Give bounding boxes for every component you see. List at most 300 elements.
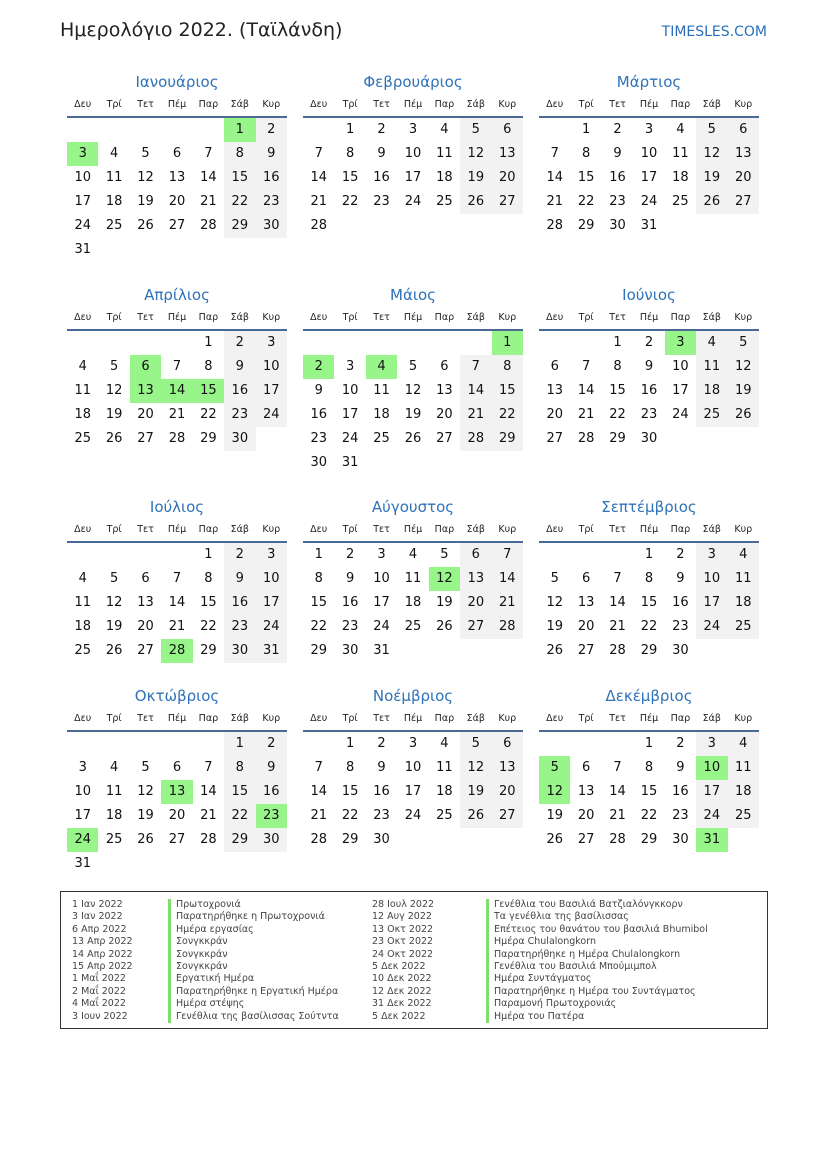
day-cell: 24 — [341, 431, 359, 446]
day-cell: 2 — [377, 736, 386, 751]
day-cell: 20 — [137, 407, 154, 422]
legend-name: Ημέρα του Πατέρα — [486, 1011, 708, 1023]
weekday-label: Δευ — [74, 524, 92, 535]
day-cell: 16 — [373, 784, 390, 799]
weekday-header — [539, 519, 759, 543]
weekday-label: Πέμ — [403, 713, 423, 724]
day-cell: 25 — [105, 832, 123, 847]
weekday-label: Κυρ — [734, 99, 753, 110]
weekday-label: Τρί — [342, 312, 358, 323]
day-cell: 13 — [492, 142, 523, 166]
legend-date: 5 Δεκ 2022 — [372, 1010, 426, 1022]
empty-cell — [303, 118, 334, 142]
empty-cell — [193, 732, 224, 756]
day-cell: 29 — [640, 643, 658, 658]
empty-cell — [98, 732, 129, 756]
day-cell: 24 — [373, 619, 390, 634]
day-cell: 18 — [404, 595, 422, 610]
day-cell: 16 — [672, 784, 689, 799]
day-grid — [539, 732, 759, 852]
empty-cell — [366, 331, 397, 355]
legend-date: 5 Δεκ 2022 — [372, 960, 426, 972]
weekday-label: Σάβ — [230, 524, 249, 535]
legend-name: Επέτειος του θανάτου του βασιλιά Bhumibol — [486, 924, 708, 936]
legend-date: 13 Απρ 2022 — [72, 936, 133, 948]
weekday-label: Σάβ — [230, 713, 249, 724]
day-cell: 17 — [640, 170, 658, 185]
empty-cell — [161, 732, 192, 756]
legend-date: 4 Μαΐ 2022 — [72, 998, 126, 1010]
holiday-day: 13 — [130, 379, 161, 403]
holiday-day: 23 — [256, 804, 287, 828]
empty-cell — [98, 118, 129, 142]
empty-cell — [570, 543, 601, 567]
day-cell: 28 — [546, 218, 563, 233]
month-6 — [539, 283, 759, 451]
holiday-day: 10 — [696, 756, 727, 780]
day-cell: 7 — [172, 359, 182, 374]
weekday-header — [539, 94, 759, 118]
day-cell: 9 — [644, 359, 654, 374]
empty-cell — [539, 331, 570, 355]
empty-cell — [334, 331, 365, 355]
day-cell: 9 — [676, 760, 685, 775]
day-grid — [67, 543, 287, 663]
legend-names — [168, 899, 339, 1023]
day-cell: 16 — [224, 379, 255, 403]
legend-date: 23 Οκτ 2022 — [372, 936, 434, 948]
day-cell: 23 — [373, 194, 390, 209]
weekday-label: Παρ — [434, 713, 455, 724]
month-name: Ιανουάριος — [135, 73, 219, 91]
day-cell: 13 — [728, 142, 759, 166]
day-cell: 30 — [373, 832, 390, 847]
day-cell: 20 — [546, 407, 563, 422]
day-cell: 11 — [728, 567, 759, 591]
legend-name: Παρατηρήθηκε η Εργατική Ημέρα — [168, 986, 339, 998]
day-cell: 20 — [460, 591, 491, 615]
day-cell: 11 — [105, 170, 123, 185]
day-cell: 7 — [460, 355, 491, 379]
empty-cell — [460, 331, 491, 355]
day-cell: 29 — [200, 643, 217, 658]
day-cell: 23 — [672, 808, 689, 823]
day-cell: 12 — [404, 383, 422, 398]
day-cell: 12 — [460, 756, 491, 780]
day-cell: 16 — [256, 166, 287, 190]
day-cell: 8 — [613, 359, 622, 374]
legend-date: 3 Ιουν 2022 — [72, 1010, 128, 1022]
day-cell: 20 — [137, 619, 154, 634]
empty-cell — [98, 331, 129, 355]
day-cell: 25 — [696, 403, 727, 427]
day-cell: 7 — [314, 760, 323, 775]
month-name: Απρίλιος — [144, 286, 210, 304]
day-cell: 5 — [696, 118, 727, 142]
day-cell: 17 — [256, 591, 287, 615]
day-cell: 24 — [404, 808, 422, 823]
day-cell: 21 — [168, 407, 186, 422]
day-cell: 4 — [728, 543, 759, 567]
day-cell: 14 — [609, 595, 626, 610]
day-cell: 23 — [224, 615, 255, 639]
day-cell: 25 — [105, 218, 123, 233]
empty-cell — [303, 732, 334, 756]
day-grid — [539, 543, 759, 663]
weekday-label: Πέμ — [403, 312, 423, 323]
day-cell: 12 — [105, 383, 123, 398]
day-cell: 6 — [492, 118, 523, 142]
day-cell: 18 — [105, 808, 123, 823]
day-cell: 25 — [404, 619, 422, 634]
day-grid — [539, 331, 759, 451]
weekday-label: Πέμ — [167, 99, 187, 110]
holiday-day: 5 — [539, 756, 570, 780]
weekday-label: Τετ — [609, 524, 626, 535]
day-cell: 16 — [310, 407, 327, 422]
month-name: Δεκέμβριος — [605, 687, 693, 705]
legend-date: 1 Μαΐ 2022 — [72, 973, 126, 985]
weekday-label: Πέμ — [639, 524, 659, 535]
day-cell: 19 — [105, 407, 123, 422]
weekday-label: Τρί — [578, 99, 594, 110]
day-cell: 11 — [74, 595, 91, 610]
day-cell: 4 — [728, 732, 759, 756]
day-cell: 12 — [460, 142, 491, 166]
weekday-label: Σάβ — [702, 524, 721, 535]
day-cell: 16 — [256, 780, 287, 804]
day-cell: 16 — [373, 170, 390, 185]
day-cell: 24 — [696, 615, 727, 639]
weekday-label: Δευ — [74, 99, 92, 110]
day-cell: 27 — [492, 190, 523, 214]
weekday-label: Κυρ — [734, 713, 753, 724]
day-cell: 1 — [224, 732, 255, 756]
day-cell: 14 — [200, 170, 217, 185]
day-cell: 2 — [256, 118, 287, 142]
legend-name: Ημέρα εργασίας — [168, 924, 339, 936]
day-cell: 11 — [672, 146, 689, 161]
day-cell: 6 — [492, 732, 523, 756]
day-cell: 30 — [256, 828, 287, 852]
day-cell: 4 — [109, 146, 119, 161]
day-cell: 18 — [672, 170, 689, 185]
month-name: Μάρτιος — [616, 73, 682, 91]
day-cell: 12 — [696, 142, 727, 166]
legend-name: Ημέρα Chulalongkorn — [486, 936, 708, 948]
day-cell: 1 — [345, 736, 355, 751]
weekday-label: Τετ — [609, 713, 626, 724]
legend-date: 10 Δεκ 2022 — [372, 973, 432, 985]
day-cell: 14 — [609, 784, 626, 799]
day-cell: 5 — [728, 331, 759, 355]
day-cell: 12 — [105, 595, 123, 610]
day-cell: 29 — [224, 828, 255, 852]
weekday-label: Κυρ — [262, 713, 281, 724]
day-cell: 19 — [404, 407, 422, 422]
day-cell: 3 — [256, 543, 287, 567]
weekday-label: Τρί — [106, 99, 122, 110]
holiday-day: 28 — [161, 639, 192, 663]
day-cell: 31 — [640, 218, 658, 233]
day-cell: 23 — [373, 808, 390, 823]
month-name: Οκτώβριος — [134, 687, 220, 705]
day-cell: 22 — [341, 808, 359, 823]
day-cell: 4 — [440, 736, 449, 751]
day-cell: 25 — [74, 643, 91, 658]
weekday-label: Παρ — [198, 312, 219, 323]
day-cell: 29 — [609, 431, 626, 446]
day-cell: 30 — [256, 214, 287, 238]
day-grid — [67, 331, 287, 451]
day-cell: 5 — [550, 571, 559, 586]
day-cell: 5 — [109, 571, 119, 586]
weekday-label: Δευ — [74, 713, 92, 724]
day-cell: 28 — [609, 643, 626, 658]
holiday-day: 12 — [539, 780, 570, 804]
weekday-label: Δευ — [310, 713, 328, 724]
day-cell: 10 — [404, 146, 422, 161]
day-cell: 6 — [581, 571, 591, 586]
day-cell: 25 — [436, 194, 453, 209]
weekday-label: Σάβ — [230, 312, 249, 323]
weekday-label: Παρ — [670, 312, 691, 323]
day-cell: 15 — [577, 170, 595, 185]
day-cell: 29 — [492, 427, 523, 451]
weekday-header — [67, 708, 287, 732]
legend-name: Εργατική Ημέρα — [168, 973, 339, 985]
day-cell: 29 — [200, 431, 217, 446]
day-cell: 14 — [168, 595, 186, 610]
legend-name: Γενέθλια του Βασιλιά Βατζιαλόνγκκορν — [486, 899, 708, 911]
day-cell: 10 — [74, 170, 91, 185]
day-cell: 3 — [696, 732, 727, 756]
day-cell: 7 — [204, 760, 213, 775]
day-cell: 14 — [310, 170, 327, 185]
legend-name: Σονγκκράν — [168, 936, 339, 948]
weekday-header — [303, 94, 523, 118]
day-cell: 16 — [672, 595, 689, 610]
day-cell: 20 — [728, 166, 759, 190]
day-cell: 15 — [224, 780, 255, 804]
day-cell: 3 — [696, 543, 727, 567]
day-cell: 21 — [492, 591, 523, 615]
day-cell: 19 — [546, 619, 563, 634]
legend-name: Σονγκκράν — [168, 961, 339, 973]
day-cell: 12 — [728, 355, 759, 379]
day-cell: 13 — [460, 567, 491, 591]
month-1 — [67, 70, 287, 262]
weekday-label: Πέμ — [639, 312, 659, 323]
day-cell: 2 — [345, 547, 355, 562]
day-cell: 23 — [224, 403, 255, 427]
empty-cell — [67, 543, 98, 567]
day-cell: 8 — [581, 146, 591, 161]
day-cell: 10 — [696, 567, 727, 591]
day-cell: 24 — [640, 194, 658, 209]
weekday-label: Τρί — [342, 713, 358, 724]
day-cell: 17 — [404, 170, 422, 185]
day-cell: 4 — [78, 359, 87, 374]
day-cell: 27 — [436, 431, 453, 446]
day-cell: 24 — [256, 403, 287, 427]
day-cell: 2 — [676, 736, 685, 751]
day-cell: 29 — [341, 832, 359, 847]
day-cell: 23 — [341, 619, 359, 634]
day-cell: 21 — [200, 194, 217, 209]
empty-cell — [98, 543, 129, 567]
weekday-label: Τρί — [342, 524, 358, 535]
day-cell: 26 — [105, 643, 123, 658]
day-cell: 7 — [613, 760, 622, 775]
day-cell: 31 — [373, 643, 390, 658]
day-cell: 27 — [168, 218, 186, 233]
weekday-label: Κυρ — [498, 713, 517, 724]
weekday-label: Δευ — [546, 312, 564, 323]
day-cell: 16 — [224, 591, 255, 615]
day-cell: 24 — [404, 194, 422, 209]
day-cell: 1 — [581, 122, 591, 137]
day-cell: 15 — [341, 784, 359, 799]
weekday-header — [67, 307, 287, 331]
day-cell: 9 — [377, 760, 386, 775]
day-cell: 17 — [341, 407, 359, 422]
weekday-label: Δευ — [546, 99, 564, 110]
day-cell: 30 — [672, 832, 689, 847]
day-cell: 9 — [224, 355, 255, 379]
empty-cell — [130, 543, 161, 567]
day-cell: 3 — [345, 359, 355, 374]
day-cell: 22 — [310, 619, 327, 634]
weekday-header — [303, 708, 523, 732]
weekday-header — [67, 519, 287, 543]
holiday-day: 14 — [161, 379, 192, 403]
day-cell: 21 — [609, 619, 626, 634]
page-title: Ημερολόγιο 2022. (Ταϊλάνδη) — [60, 19, 343, 41]
day-cell: 10 — [672, 359, 689, 374]
day-cell: 1 — [644, 547, 654, 562]
day-cell: 18 — [728, 591, 759, 615]
day-cell: 14 — [200, 784, 217, 799]
day-cell: 4 — [78, 571, 87, 586]
legend-name: Γενέθλια του Βασιλιά Μπούμιμπολ — [486, 961, 708, 973]
holiday-day: 31 — [696, 828, 727, 852]
day-cell: 1 — [644, 736, 654, 751]
month-name: Φεβρουάριος — [363, 73, 463, 91]
day-cell: 9 — [314, 383, 323, 398]
legend-name: Σονγκκράν — [168, 949, 339, 961]
day-cell: 9 — [613, 146, 622, 161]
empty-cell — [570, 732, 601, 756]
empty-cell — [130, 118, 161, 142]
day-cell: 6 — [141, 571, 150, 586]
day-cell: 17 — [256, 379, 287, 403]
weekday-label: Τετ — [373, 713, 390, 724]
weekday-label: Κυρ — [734, 312, 753, 323]
day-cell: 11 — [373, 383, 390, 398]
day-cell: 18 — [696, 379, 727, 403]
weekday-label: Σάβ — [702, 99, 721, 110]
day-cell: 26 — [404, 431, 422, 446]
day-cell: 19 — [436, 595, 453, 610]
day-cell: 10 — [373, 571, 390, 586]
day-cell: 18 — [728, 780, 759, 804]
day-cell: 3 — [256, 331, 287, 355]
day-cell: 9 — [345, 571, 355, 586]
month-3 — [539, 70, 759, 238]
weekday-label: Κυρ — [734, 524, 753, 535]
day-cell: 7 — [492, 543, 523, 567]
day-cell: 2 — [256, 732, 287, 756]
weekday-label: Τρί — [106, 713, 122, 724]
empty-cell — [429, 331, 460, 355]
day-cell: 28 — [168, 431, 186, 446]
day-cell: 21 — [310, 194, 327, 209]
day-cell: 26 — [728, 403, 759, 427]
day-cell: 3 — [408, 122, 418, 137]
day-cell: 21 — [460, 403, 491, 427]
day-cell: 17 — [404, 784, 422, 799]
weekday-label: Τετ — [373, 524, 390, 535]
day-cell: 9 — [256, 756, 287, 780]
empty-cell — [130, 732, 161, 756]
day-cell: 29 — [224, 214, 255, 238]
day-cell: 28 — [200, 832, 217, 847]
day-cell: 21 — [577, 407, 595, 422]
day-cell: 26 — [137, 218, 154, 233]
day-cell: 19 — [728, 379, 759, 403]
legend-name: Παραμονή Πρωτοχρονιάς — [486, 998, 708, 1010]
legend-date: 3 Ιαν 2022 — [72, 911, 123, 923]
day-cell: 17 — [74, 808, 91, 823]
day-cell: 19 — [460, 166, 491, 190]
day-cell: 2 — [676, 547, 685, 562]
day-cell: 30 — [672, 643, 689, 658]
day-cell: 30 — [341, 643, 359, 658]
day-cell: 2 — [644, 335, 654, 350]
month-name: Νοέμβριος — [372, 687, 454, 705]
legend-dates — [372, 899, 434, 1023]
empty-cell — [67, 331, 98, 355]
day-cell: 19 — [137, 194, 154, 209]
day-cell: 1 — [613, 335, 622, 350]
day-cell: 19 — [105, 619, 123, 634]
weekday-label: Τρί — [106, 524, 122, 535]
day-cell: 14 — [577, 383, 595, 398]
day-cell: 6 — [550, 359, 559, 374]
day-cell: 20 — [492, 780, 523, 804]
day-cell: 20 — [168, 194, 186, 209]
weekday-label: Παρ — [198, 99, 219, 110]
weekday-label: Παρ — [198, 713, 219, 724]
legend-date: 28 Ιουλ 2022 — [372, 899, 435, 910]
day-cell: 24 — [74, 218, 91, 233]
day-cell: 31 — [74, 856, 91, 871]
day-cell: 17 — [672, 383, 689, 398]
empty-cell — [602, 543, 633, 567]
day-cell: 22 — [609, 407, 626, 422]
month-5 — [303, 283, 523, 475]
day-cell: 13 — [546, 383, 563, 398]
day-cell: 11 — [105, 784, 123, 799]
holiday-day: 3 — [67, 142, 98, 166]
day-cell: 5 — [440, 547, 449, 562]
legend-name: Πρωτοχρονιά — [168, 899, 339, 911]
weekday-label: Τετ — [137, 524, 154, 535]
month-8 — [303, 495, 523, 663]
day-cell: 8 — [345, 146, 355, 161]
site-link[interactable]: TIMESLES.COM — [661, 24, 767, 40]
